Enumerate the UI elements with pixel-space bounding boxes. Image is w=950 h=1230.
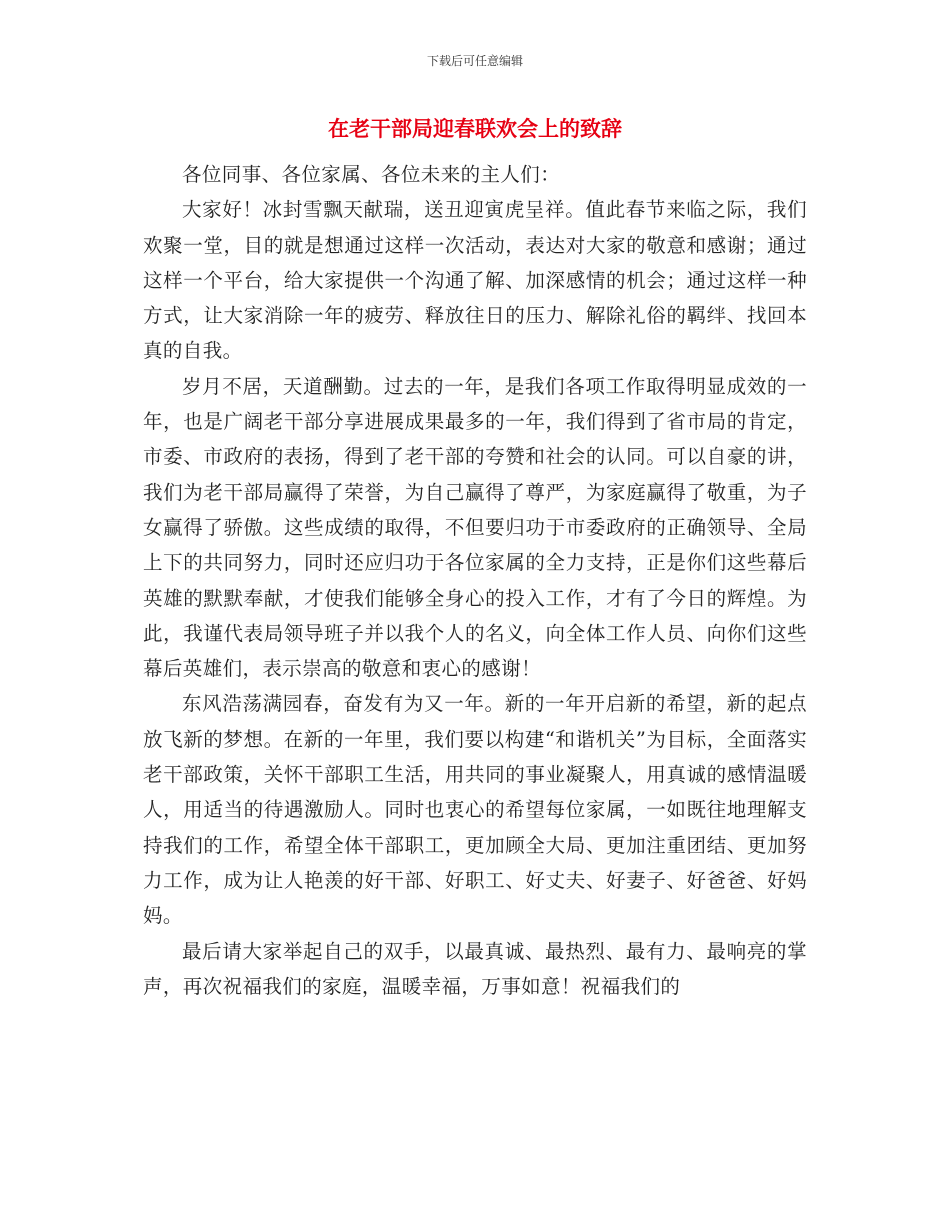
paragraph: 岁月不居，天道酬勤。过去的一年，是我们各项工作取得明显成效的一年，也是广阔老干部分享进展成果最多的一年，我们得到了省市局的肯定，市委、市政府的表扬，得到了老干部的夸赞和社会的认同。可以自豪的讲，我们为老干部局赢得了荣誉，为自己赢得了尊严，为家庭赢得了敬重，为子女赢得了骄傲。这些成绩的取得，不但要归功于市委政府的正确领导、全局上下的共同努力，同时还应归功于各位家属的全力支持，正是你们这些幕后英雄的默默奉献，才使我们能够全身心的投入工作，才有了今日的辉煌。为此，我谨代表局领导班子并以我个人的名义，向全体工作人员、向你们这些幕后英雄们，表示崇高的敬意和衷心的感谢！ <box>143 374 807 681</box>
paragraph: 大家好！冰封雪飘天献瑞，送丑迎寅虎呈祥。值此春节来临之际，我们欢聚一堂，目的就是想通过这样一次活动，表达对大家的敬意和感谢；通过这样一个平台，给大家提供一个沟通了解、加深感情的机会；通过这样一种方式，让大家消除一年的疲劳、释放往日的压力、解除礼俗的羁绊、找回本真的自我。 <box>143 198 807 363</box>
paragraph: 最后请大家举起自己的双手，以最真诚、最热烈、最有力、最响亮的掌声，再次祝福我们的家庭，温暖幸福，万事如意！祝福我们的 <box>143 939 807 998</box>
document-title: 在老干部局迎春联欢会上的致辞 <box>328 117 622 141</box>
page-header: 下载后可任意编辑 <box>426 54 523 68</box>
document-body <box>143 157 807 1004</box>
paragraph-salutation: 各位同事、各位家属、各位未来的主人们： <box>182 163 561 186</box>
paragraph: 东风浩荡满园春，奋发有为又一年。新的一年开启新的希望，新的起点放飞新的梦想。在新的一年里，我们要以构建“和谐机关”为目标，全面落实老干部政策，关怀干部职工生活，用共同的事业凝聚人，用真诚的感情温暖人，用适当的待遇激励人。同时也衷心的希望每位家属，一如既往地理解支持我们的工作，希望全体干部职工，更加顾全大局、更加注重团结、更加努力工作，成为让人艳羡的好干部、好职工、好丈夫、好妻子、好爸爸、好妈妈。 <box>143 692 807 928</box>
